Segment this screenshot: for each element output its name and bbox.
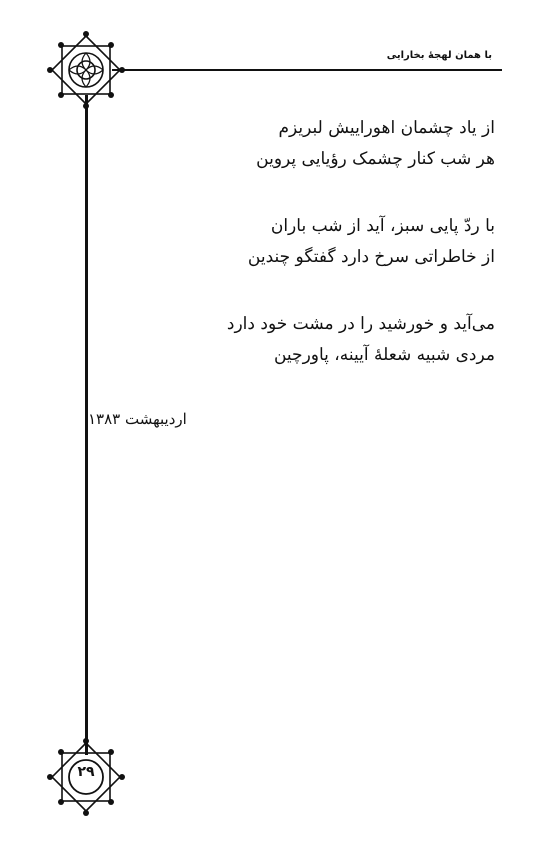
poem-date: اردیبهشت ۱۳۸۳	[88, 410, 187, 428]
poem-body	[145, 113, 495, 407]
verse-line: با ردّ پایی سبز، آید از شب باران	[270, 216, 495, 236]
verse-line: مردی شبیه شعلهٔ آیینه، پاورچین	[273, 345, 495, 365]
stanza	[145, 113, 495, 175]
header-rule	[112, 69, 502, 71]
page-number: ۲۹	[77, 764, 95, 780]
stanza	[145, 211, 495, 273]
stanza	[145, 309, 495, 371]
running-header-title: با همان لهجهٔ بخارایی	[386, 50, 492, 61]
rosette-ornament-icon	[46, 30, 126, 110]
verse-line: هر شب کنار چشمک رؤیایی پروین	[256, 149, 495, 169]
verse-line: می‌آید و خورشید را در مشت خود دارد	[226, 314, 495, 334]
verse-line: از یاد چشمان اهوراییش لبریزم	[278, 118, 495, 138]
verse-line: از خاطراتی سرخ دارد گفتگو چندین	[247, 247, 495, 267]
